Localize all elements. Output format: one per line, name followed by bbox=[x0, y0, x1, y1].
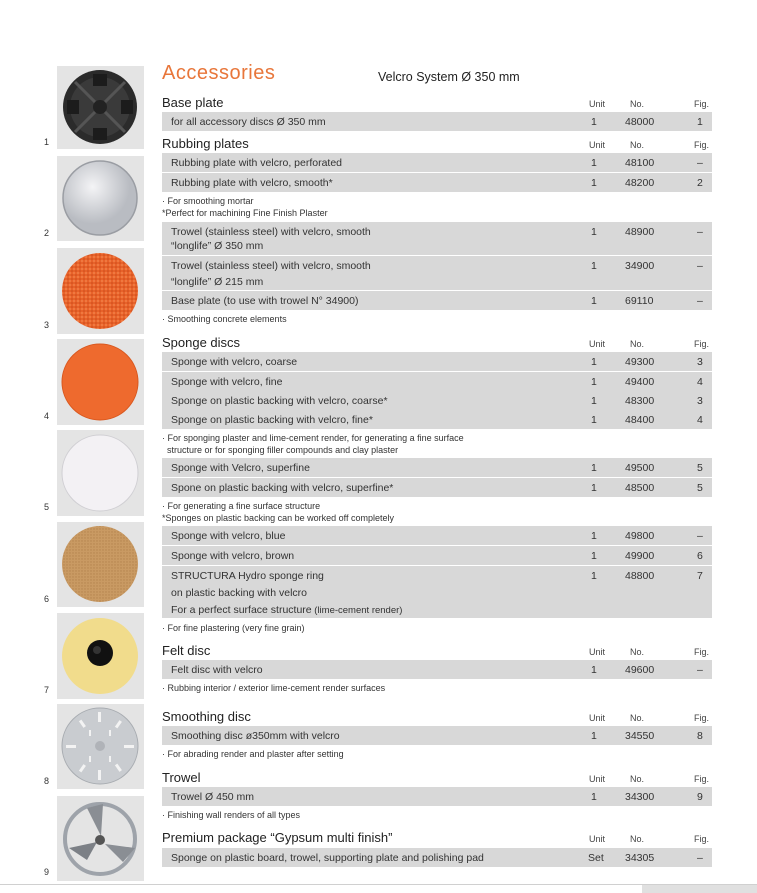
figure-number: 6 bbox=[44, 594, 50, 604]
section-heading-sponge-discs: Sponge discs bbox=[162, 335, 241, 350]
header-unit: Unit bbox=[589, 713, 606, 723]
header-fig: Fig. bbox=[694, 99, 710, 109]
table-row: Sponge with velcro, blue 1 49800 – bbox=[162, 526, 712, 545]
page-title: Accessories bbox=[162, 62, 276, 84]
section-heading-rubbing-plates: Rubbing plates bbox=[162, 136, 249, 151]
table-row: STRUCTURA Hydro sponge ring on plastic backing with velcro For a perfect surface structure (lime-cement render) 1 48800 7 bbox=[162, 566, 712, 618]
product-image-felt-disc bbox=[57, 613, 144, 699]
product-image-sponge-superfine bbox=[57, 430, 144, 516]
header-unit: Unit bbox=[589, 834, 606, 844]
note: · For smoothing mortar bbox=[162, 196, 254, 206]
figure-number: 2 bbox=[44, 228, 50, 238]
table-row: Sponge on plastic backing with velcro, fine* 1 48400 4 bbox=[162, 410, 712, 429]
section-heading-smoothing-disc: Smoothing disc bbox=[162, 709, 251, 724]
product-image-smoothing-disc bbox=[57, 704, 144, 789]
table-row: Sponge with Velcro, superfine 1 49500 5 bbox=[162, 458, 712, 477]
table-row: Trowel Ø 450 mm 1 34300 9 bbox=[162, 787, 712, 806]
header-unit: Unit bbox=[589, 339, 606, 349]
product-image-sponge-coarse bbox=[57, 248, 144, 334]
figure-number: 9 bbox=[44, 867, 50, 877]
header-fig: Fig. bbox=[694, 647, 710, 657]
header-no: No. bbox=[630, 647, 645, 657]
table-row: Smoothing disc ø350mm with velcro 1 34550 8 bbox=[162, 726, 712, 745]
header-no: No. bbox=[630, 713, 645, 723]
product-image-sponge-brown bbox=[57, 522, 144, 607]
figure-number: 3 bbox=[44, 320, 50, 330]
product-image-base-plate bbox=[57, 66, 144, 149]
header-fig: Fig. bbox=[694, 834, 710, 844]
header-unit: Unit bbox=[589, 99, 606, 109]
header-no: No. bbox=[630, 834, 645, 844]
header-no: No. bbox=[630, 140, 645, 150]
section-heading-felt-disc: Felt disc bbox=[162, 643, 211, 658]
header-fig: Fig. bbox=[694, 713, 710, 723]
table-row: Sponge with velcro, coarse 1 49300 3 bbox=[162, 352, 712, 371]
section-heading-base-plate: Base plate bbox=[162, 95, 224, 110]
figure-number: 1 bbox=[44, 137, 50, 147]
note: · For generating a fine surface structure bbox=[162, 501, 321, 511]
header-unit: Unit bbox=[589, 774, 606, 784]
page-subtitle: Velcro System Ø 350 mm bbox=[378, 70, 520, 84]
header-unit: Unit bbox=[589, 647, 606, 657]
header-no: No. bbox=[630, 99, 645, 109]
header-fig: Fig. bbox=[694, 140, 710, 150]
product-image-rubbing-plate bbox=[57, 156, 144, 241]
figure-number: 7 bbox=[44, 685, 50, 695]
product-image-sponge-fine bbox=[57, 339, 144, 425]
product-image-trowel bbox=[57, 796, 144, 881]
figure-number: 5 bbox=[44, 502, 50, 512]
note: *Perfect for machining Fine Finish Plaster bbox=[162, 208, 328, 218]
table-row: Spone on plastic backing with velcro, superfine* 1 48500 5 bbox=[162, 478, 712, 497]
header-unit: Unit bbox=[589, 140, 606, 150]
note: · Rubbing interior / exterior lime-cement render surfaces bbox=[162, 683, 386, 693]
footer-tab bbox=[642, 885, 757, 893]
table-row: Trowel (stainless steel) with velcro, smooth “longlife” Ø 350 mm 1 48900 – bbox=[162, 222, 712, 255]
note: structure or for sponging filler compounds and clay plaster bbox=[162, 445, 399, 455]
header-fig: Fig. bbox=[694, 774, 710, 784]
figure-number: 8 bbox=[44, 776, 50, 786]
table-row: Rubbing plate with velcro, smooth* 1 48200 2 bbox=[162, 173, 712, 192]
table-row: Felt disc with velcro 1 49600 – bbox=[162, 660, 712, 679]
section-heading-premium-package: Premium package “Gypsum multi finish” bbox=[162, 830, 393, 845]
note: · Finishing wall renders of all types bbox=[162, 810, 301, 820]
note: · Smoothing concrete elements bbox=[162, 314, 287, 324]
header-fig: Fig. bbox=[694, 339, 710, 349]
header-no: No. bbox=[630, 339, 645, 349]
table-row: Sponge on plastic backing with velcro, coarse* 1 48300 3 bbox=[162, 391, 712, 410]
table-row: Sponge on plastic board, trowel, supporting plate and polishing pad Set 34305 – bbox=[162, 848, 712, 867]
note: *Sponges on plastic backing can be worked off completely bbox=[162, 513, 394, 523]
table-row: Sponge with velcro, brown 1 49900 6 bbox=[162, 546, 712, 565]
table-row: Sponge with velcro, fine 1 49400 4 bbox=[162, 372, 712, 391]
note: · For fine plastering (very fine grain) bbox=[162, 623, 305, 633]
figure-number: 4 bbox=[44, 411, 50, 421]
table-row: Rubbing plate with velcro, perforated 1 48100 – bbox=[162, 153, 712, 172]
section-heading-trowel: Trowel bbox=[162, 770, 201, 785]
note: · For abrading render and plaster after setting bbox=[162, 749, 344, 759]
table-row: Trowel (stainless steel) with velcro, smooth “longlife” Ø 215 mm 1 34900 – bbox=[162, 256, 712, 290]
table-row: Base plate (to use with trowel N° 34900) 1 69110 – bbox=[162, 291, 712, 310]
header-no: No. bbox=[630, 774, 645, 784]
table-row: for all accessory discs Ø 350 mm 1 48000 1 bbox=[162, 112, 712, 131]
note: · For sponging plaster and lime-cement render, for generating a fine surface bbox=[162, 433, 464, 443]
